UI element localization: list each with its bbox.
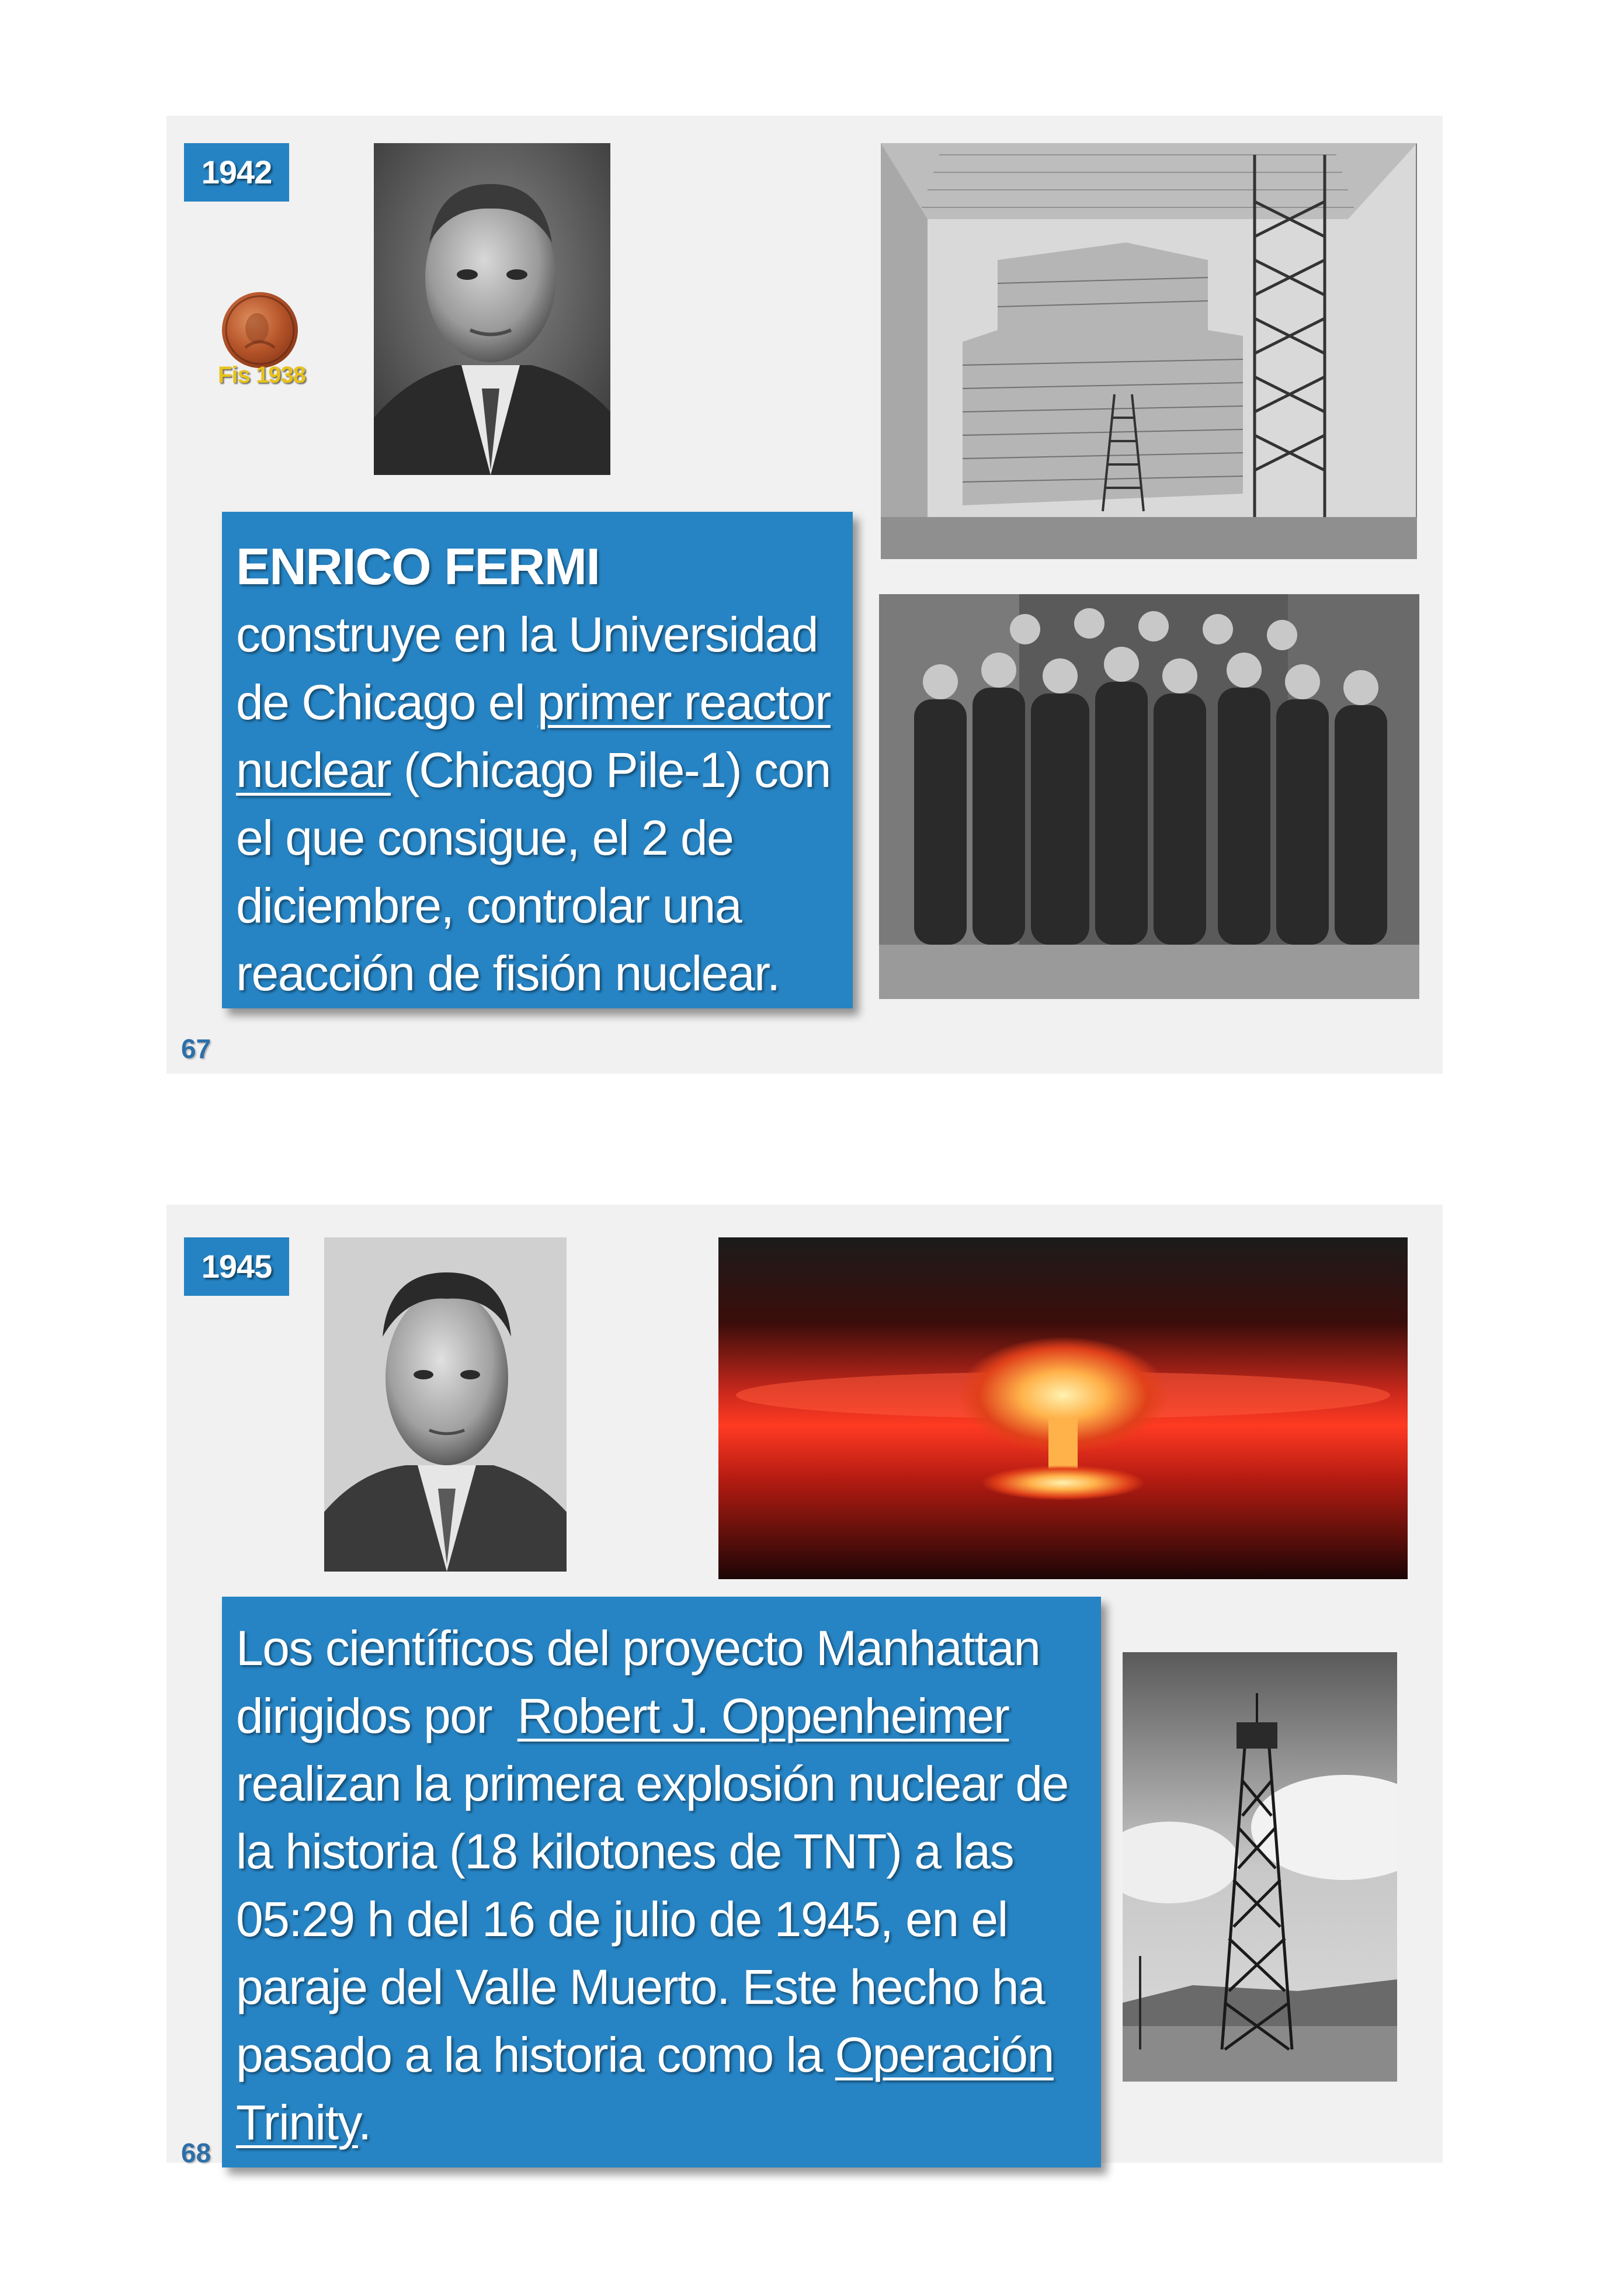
text-line: Trinity. xyxy=(236,2095,371,2150)
nobel-medal-icon xyxy=(222,292,298,368)
oppenheimer-link[interactable]: Robert J. Oppenheimer xyxy=(517,1688,1009,1743)
slide-number-68: 68 xyxy=(181,2138,211,2168)
text-line: construye en la Universidad xyxy=(236,607,818,662)
text-line: de Chicago el primer reactor xyxy=(236,675,831,730)
chicago-pile-team-photo xyxy=(879,594,1419,999)
nobel-year-label: Fis 1938 xyxy=(218,362,305,388)
text-line: nuclear (Chicago Pile-1) con xyxy=(236,743,831,797)
nuclear-link[interactable]: nuclear xyxy=(236,743,391,797)
text-line: 05:29 h del 16 de julio de 1945, en el xyxy=(236,1892,1008,1947)
year-badge-1945: 1945 xyxy=(184,1237,289,1296)
oppenheimer-portrait xyxy=(324,1237,567,1572)
operacion-link[interactable]: Operación xyxy=(835,2027,1054,2082)
text-line: la historia (18 kilotones de TNT) a las xyxy=(236,1824,1014,1879)
manhattan-description-box xyxy=(222,1597,1101,2167)
text-line: dirigidos por Robert J. Oppenheimer xyxy=(236,1688,1009,1743)
text-line: diciembre, controlar una xyxy=(236,878,742,933)
year-badge-1942: 1942 xyxy=(184,143,289,202)
text-line: el que consigue, el 2 de xyxy=(236,810,734,865)
chicago-pile-1-drawing xyxy=(881,143,1417,559)
primer-reactor-link[interactable]: primer reactor xyxy=(537,675,831,730)
nuclear-explosion-photo xyxy=(718,1237,1408,1579)
text-line: realizan la primera explosión nuclear de xyxy=(236,1756,1068,1811)
trinity-tower-photo xyxy=(1123,1652,1397,2082)
trinity-link[interactable]: Trinity xyxy=(236,2095,358,2150)
slide-number-67: 67 xyxy=(181,1033,211,1064)
fermi-title: ENRICO FERMI xyxy=(236,537,600,595)
fermi-description-box xyxy=(222,512,853,1008)
text-line: reacción de fisión nuclear. xyxy=(236,946,780,1001)
text-line: paraje del Valle Muerto. Este hecho ha xyxy=(236,1959,1045,2014)
text-line: pasado a la historia como la Operación xyxy=(236,2027,1054,2082)
text-line: Los científicos del proyecto Manhattan xyxy=(236,1621,1040,1676)
enrico-fermi-portrait xyxy=(374,143,610,475)
